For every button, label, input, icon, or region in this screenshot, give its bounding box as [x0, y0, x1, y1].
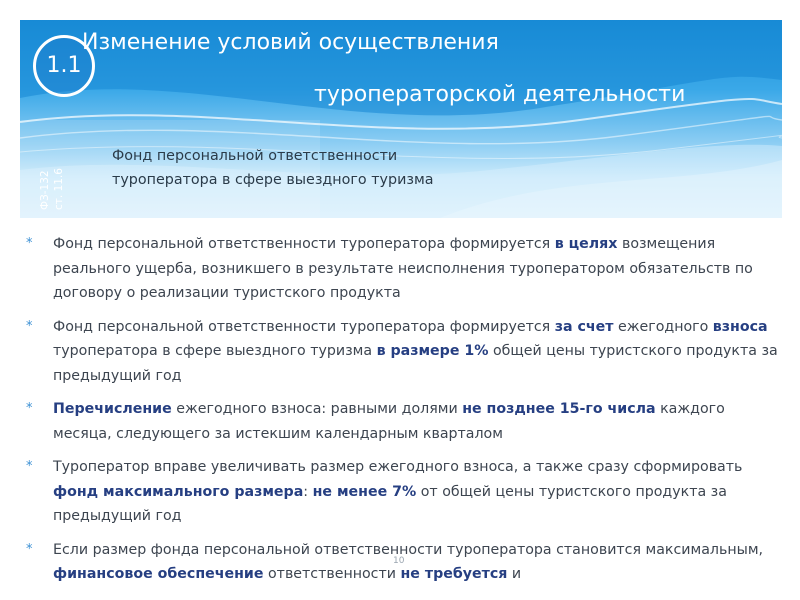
bullet-emphasis: в размере 1% [376, 343, 489, 359]
bullet-emphasis: финансовое обеспечение [53, 566, 264, 582]
bullet-text: Фонд персональной ответственности туроператора формируется [53, 236, 555, 252]
bullet-emphasis: за счет [554, 318, 614, 335]
slide-title-line1: Изменение условий осуществления [82, 30, 499, 55]
bullet-text: : [303, 483, 313, 500]
slide-subtitle: Фонд персональной ответственности туроператора в сфере выездного туризма [112, 148, 434, 188]
bullet-asterisk-icon: * [26, 459, 33, 474]
slide-header [20, 20, 782, 218]
bullet-asterisk-icon: * [26, 401, 33, 416]
bullet-text: ежегодного взноса: равными долями [171, 401, 463, 417]
bullet-asterisk-icon: * [26, 236, 33, 251]
page-number: 10 [393, 556, 405, 566]
bullet-list [26, 232, 778, 596]
bullet-emphasis: взноса [712, 318, 768, 335]
bullet-emphasis: Перечисление [53, 401, 172, 417]
section-number-badge: 1.1 [33, 35, 95, 97]
bullet-emphasis: не позднее 15-го числа [462, 401, 656, 417]
bullet-text: ежегодного [613, 318, 713, 335]
bullet-emphasis: не менее 7% [312, 483, 417, 500]
bullet-text: Фонд персональной ответственности туроператора формируется [53, 318, 555, 335]
bullet-text: каждого месяца, следующего за истекшим календарным кварталом [53, 401, 725, 442]
bullet-text: и [507, 566, 522, 582]
law-reference-line1: ФЗ-132 [39, 170, 51, 210]
bullet-text: Если размер фонда персональной ответственности туроператора становится максимальным, [53, 541, 764, 558]
law-reference [27, 140, 67, 210]
bullet-emphasis: фонд максимального размера [53, 483, 304, 500]
bullet-item [26, 232, 778, 306]
bullet-asterisk-icon: * [26, 318, 33, 334]
bullet-emphasis: не требуется [400, 566, 508, 582]
slide-title-line2: туроператорской деятельности [314, 82, 686, 107]
bullet-text: Туроператор вправе увеличивать размер ежегодного взноса, а также сразу сформировать [53, 459, 743, 475]
bullet-item [26, 315, 778, 389]
bullet-item [26, 455, 778, 529]
bullet-text: возмещения реального ущерба, возникшего в результате неисполнения туроператором обязательств по договору о реализации туристского продукта [53, 236, 753, 301]
bullet-asterisk-icon: * [26, 541, 33, 557]
bullet-emphasis: в целях [554, 236, 618, 252]
law-reference-line2: ст. 11.6 [53, 168, 65, 210]
bullet-text: от общей цены туристского продукта за предыдущий год [53, 483, 727, 524]
bullet-text: общей цены туристского продукта за предыдущий год [53, 343, 778, 384]
bullet-text: ответственности [263, 566, 401, 582]
bullet-item [26, 397, 778, 446]
bullet-text: туроператора в сфере выездного туризма [53, 343, 377, 359]
